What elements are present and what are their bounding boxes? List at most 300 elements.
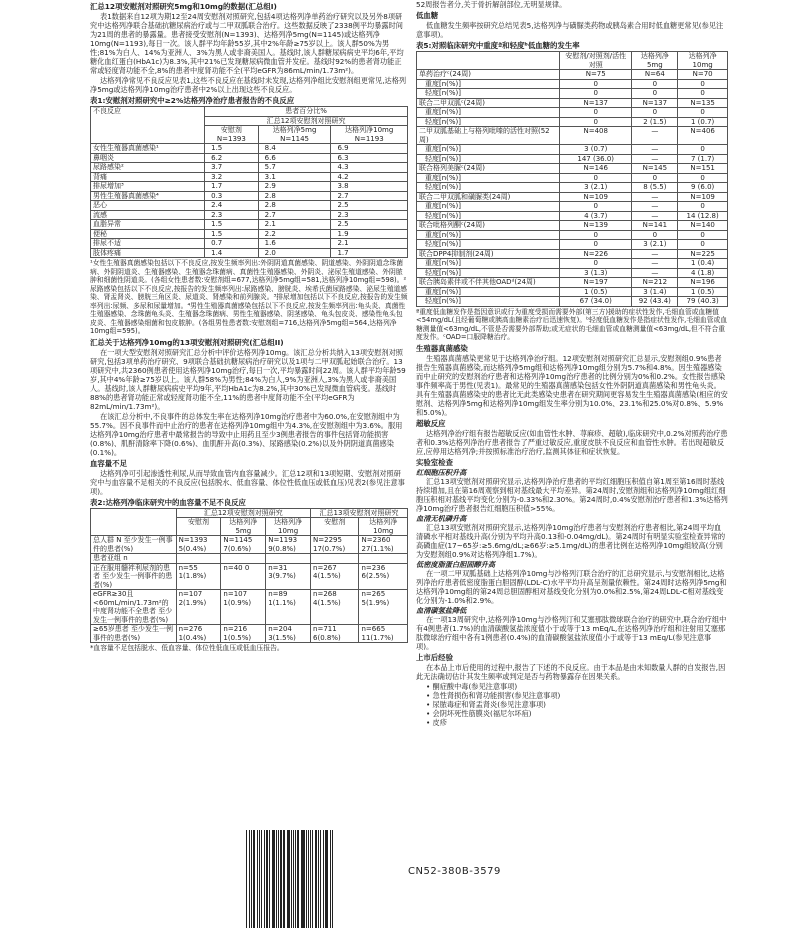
t3-row-label: 重度[n(%)] (417, 202, 560, 212)
t1-row (91, 153, 408, 163)
t3-row (417, 164, 728, 174)
t3-row (417, 259, 728, 269)
barcode-bar (318, 830, 319, 928)
t2-cell: n=711 6(0.8%) (311, 625, 359, 643)
t2-cell (311, 554, 359, 564)
t3-cell: 3 (2.1) (560, 183, 632, 193)
t1-row-label: 女性生殖器真菌感染¹ (91, 144, 205, 154)
t3-cell: 1 (0.7) (678, 117, 728, 127)
t3-row-label: 重度[n(%)] (417, 173, 560, 183)
t3-row-label: 重度[n(%)] (417, 145, 560, 155)
t1-row (91, 191, 408, 201)
phosphorus-paragraph: 汇总13项安慰剂对照研究显示,达格列净10mg治疗患者与安慰剂治疗患者相比,第24周平均血清磷水平相对基线升高(分别为平均升高0.13和-0.04mg/dL)。第24周时有明显实验室检查异常的高磷血症(17~65岁:≥5.6mg/dL;≥66岁:≥5.1mg/dL)的患者比例在达格列净10mg组较高(分别为安慰剂组0.9%对达格列净组1.7%)。 (416, 522, 726, 559)
t3-row-label: 重度[n(%)] (417, 259, 560, 269)
fracture-line: 52周报告者分,关于骨折解剖部位,无明显规律。 (416, 0, 567, 9)
t1-row (91, 182, 408, 192)
t3-cell: 0 (632, 230, 678, 240)
hematocrit-paragraph: 汇总13项安慰剂对照研究显示,达格列净治疗患者的平均红细胞压积值自第1周至第16周时基线持续增加,且在第16周观察到相对基线最大平均差异。第24周时,安慰剂组和达格列净10mg组红细胞压积相对基线平均变化分别为-0.33%和2.30%。第24周时,0.4%安慰剂治疗患者和1.3%达格列净10mg治疗患者报告红细胞压积值>55%。 (416, 476, 728, 513)
postmarketing-item (416, 709, 728, 718)
hypersensitivity-paragraph: 达格列净治疗组有报告超敏反应(如血管性水肿、荨麻疹、超敏),临床研究中,0.2%对照药治疗患者和0.3%达格列净治疗患者报告了严重过敏反应,重度皮肤不良反应和血管性水肿。若出现超敏反应,应停用达格列净;并按照标准治疗治疗,监测其体征和症状恢复。 (416, 428, 728, 456)
t3-cell: 0 (560, 202, 632, 212)
t3-cell: 0 (560, 230, 632, 240)
t2-cell: n=276 1(0.4%) (176, 625, 221, 643)
t1-cell: 1.7 (331, 248, 408, 258)
t3-cell: N=109 (560, 192, 632, 202)
t2-row-label: 正在服用髓袢利尿剂的患者 至少发生一例事件的患者(%) (91, 563, 177, 590)
barcode-bar (257, 830, 258, 928)
t1-col-pct: 患者百分比% (205, 107, 408, 117)
pooled-12-heading: 汇总12项安慰剂对照研究5mg和10mg的数据(汇总组I) (90, 2, 277, 11)
t3-cell: N=135 (678, 98, 728, 108)
t3-cell: 0 (632, 89, 678, 99)
t3-cell: 0 (678, 230, 728, 240)
barcode-bar (253, 830, 255, 928)
t3-cell: N=109 (678, 192, 728, 202)
t2-cell: N=1145 7(0.6%) (221, 536, 266, 554)
postmarketing-item (416, 700, 728, 709)
barcode-bar (330, 830, 331, 928)
t3-cell: 0 (678, 173, 728, 183)
barcode-bar (276, 830, 277, 928)
barcode-bar (288, 830, 289, 928)
barcode-bar (249, 830, 250, 928)
t3-row-label: 轻度[n(%)] (417, 240, 560, 250)
t1-row (91, 248, 408, 258)
t3-row-label: 联合吡格列酮ᶜ(24周) (417, 221, 560, 231)
document-code: CN52-380B-3579 (408, 866, 501, 877)
barcode-bar (301, 830, 302, 928)
adverse-reaction-intro: 达格列净常见不良反应见表1,这些不良反应在基线时未发现,达格列净组比安慰剂组更常见,达格列净5mg或达格列净10mg治疗患者中2%以上出现这些不良反应。 (90, 76, 407, 94)
hypoglycemia-heading: 低血糖 (416, 11, 439, 20)
t2-cell: N=1193 9(0.8%) (266, 536, 311, 554)
t3-cell: N=225 (678, 249, 728, 259)
t2-row (91, 625, 408, 643)
t3-row (417, 89, 728, 99)
t3-cell: 4 (3.7) (560, 211, 632, 221)
postmarketing-item (416, 718, 728, 727)
t3-cell: 1 (0.5) (560, 287, 632, 297)
hypoglycemia-paragraph: 低血糖发生频率按研究总结见表5,达格列净与磺脲类药物或胰岛素合用时低血糖更常见(参见注意事项)。 (416, 21, 724, 39)
t1-row (91, 201, 408, 211)
t1-cell: 3.8 (331, 182, 408, 192)
t3-cell: 79 (40.3) (678, 297, 728, 307)
t1-cell: 1.6 (258, 239, 331, 249)
t3-row-label: 单药治疗ᶜ(24周) (417, 70, 560, 80)
table1-footnote: ¹女性生殖器真菌感染包括以下不良反应,按发生频率列出:外阴阴道真菌感染、阴道感染、外阴阴道念珠菌病、外阴阴道炎、生殖器感染、生殖器念珠菌病、真菌性生殖器感染、外阴炎、泌尿生殖道感染、外阴脓肿和细菌性阴道炎。(各组女性患者数:安慰剂组=677,达格列净5mg组=581,达格列净10mg组=598)。²尿路感染包括以下不良反应,按报告的发生频率列出:尿路感染、膀胱炎、埃希氏菌尿路感染、泌尿生殖道感染、肾盂肾炎、膀胱三角区炎、尿道炎、肾感染和前列腺炎。³排尿增加包括以下不良反应,按报告的发生频率列出:尿频、多尿和尿量增加。⁴男性生殖器真菌感染包括以下不良反应,按发生频率列出:龟头炎、真菌性生殖器感染、念珠菌龟头炎、生殖器念珠菌病、男性生殖器感染、阴茎感染、龟头包皮炎、感染性龟头包皮炎、生殖器感染细菌和包皮脓肿。(各组男性患者数:安慰剂组=716,达格列净5mg组=564,达格列净10mg组=595)。 (90, 259, 408, 335)
t3-row (417, 154, 728, 164)
t2-cell: n=267 4(1.5%) (311, 563, 359, 590)
t3-row (417, 249, 728, 259)
ldl-heading: 低密度脂蛋白胆固醇升高 (416, 559, 496, 569)
t3-cell: N=141 (632, 221, 678, 231)
barcode-bar (312, 830, 313, 928)
postmarketing-heading: 上市后经验 (416, 652, 453, 662)
t3-cell: 3 (1.3) (560, 268, 632, 278)
postmarketing-item-text: 急性肾损伤和肾功能损害(参见注意事项) (432, 690, 561, 700)
t3-row (417, 127, 728, 145)
t1-row (91, 172, 408, 182)
barcode-bar (259, 830, 260, 928)
t3-row-label: 轻度[n(%)] (417, 268, 560, 278)
t1-row-label: 肢体疼痛 (91, 248, 205, 258)
t3-row-label: 轻度[n(%)] (417, 117, 560, 127)
pooled-13-paragraph: 在一项大型安慰剂对照研究汇总分析中评价达格列净10mg。该汇总分析共纳入13项安慰剂对照研究,包括3项单药治疗研究、9项联合基础抗糖尿病治疗研究以及1项与二甲双胍起始联合治疗。13项研究中,共2360例患者使用达格列净10mg治疗,每日一次,平均暴露时间22周。该人群平均年龄59岁,其中4%年龄≥75岁以上。该人群58%为男性;84%为白人,9%为亚洲人,3%为黑人或非裔美国人。基线时,该人群糖尿病病史平均9年,平均HbA1c为8.2%,其中30%已发现微血管病变。基线时88%的患者肾功能正常或轻度肾功能不全,11%的患者中度肾功能不全(平均eGFR为82mL/min/1.73m²)。 (90, 347, 406, 411)
volume-depletion-paragraph: 达格列净可引起渗透性利尿,从而导致血管内血容量减少。汇总12项和13项短期、安慰剂对照研究中与血容量不足相关的不良反应(包括脱水、低血容量、体位性低血压或低血压)见表2(参见注意事项)。 (90, 468, 405, 496)
t1-cell: 0.7 (205, 239, 259, 249)
postmarketing-paragraph: 在本品上市后使用的过程中,报告了下述的不良反应。由于本品是由未知数量人群的自发报告,因此无法确切估计其发生频率或判定是否与药物暴露存在因果关系。 (416, 662, 726, 681)
pooled-12-paragraph: 表1数据来自12项为期12至24周安慰剂对照研究,包括4项达格列净单药治疗研究以及另外8项研究中达格列净联合基础抗糖尿病治疗或与二甲双胍联合治疗。这些数据反映了2338例平均暴露时间为21周的患者的暴露量。患者接受安慰剂(N=1393)、达格列净5mg(N=1145)或达格列净10mg(N=1193),每日一次。该人群平均年龄55岁,其中2%年龄≥75岁以上。该人群50%为男性;81%为白人、14%为亚洲人、3%为黑人或非裔美国人。基线时,该人群糖尿病病史平均6年,平均糖化血红蛋白(HbA1c)为8.3%,其中21%已发现糖尿病微血管并发症。基线时92%的患者肾功能正常或轻度肾功能不全,8%的患者中度肾功能不全(平均eGFR为86mL/min/1.73m²)。 (90, 12, 404, 75)
t1-cell: 8.4 (258, 144, 331, 154)
t1-cell: 6.6 (258, 153, 331, 163)
t1-cell: 2.4 (205, 201, 259, 211)
t2-cell: N=1393 5(0.4%) (176, 536, 221, 554)
t2-row-label: eGFR≥30且<60mL/min/1.73m²的中度肾功能不全患者 至少发生一例事件的患者(%) (91, 590, 177, 625)
t3-row-label: 联合二甲双胍ᶜ(24周) (417, 98, 560, 108)
t3-cell: 0 (632, 79, 678, 89)
t3-row-label: 重度[n(%)] (417, 108, 560, 118)
t2-group-12: 汇总12项安慰剂对照研究 (176, 508, 310, 518)
t2-cell: n=40 0 (221, 563, 266, 590)
t3-row-label: 轻度[n(%)] (417, 183, 560, 193)
t1-cell: 2.8 (258, 201, 331, 211)
t2-cell (176, 554, 221, 564)
barcode-bar (283, 830, 285, 928)
postmarketing-item (416, 691, 728, 700)
table1-adverse-reactions (90, 106, 408, 258)
t1-cell: 2.7 (258, 210, 331, 220)
t3-cell: N=70 (678, 70, 728, 80)
t3-row-label: 二甲双胍基础上与格列吡嗪的活性对照(52周) (417, 127, 560, 145)
t3-row (417, 108, 728, 118)
t2-cell: n=204 3(1.5%) (266, 625, 311, 643)
t1-row (91, 163, 408, 173)
t3-cell: N=64 (632, 70, 678, 80)
t3-row (417, 230, 728, 240)
t3-cell: N=140 (678, 221, 728, 231)
barcode-bar (273, 830, 274, 928)
t3-col-10mg: 达格列净10mg (678, 52, 728, 70)
t3-cell: 3 (2.1) (632, 240, 678, 250)
t1-row-label: 尿路感染² (91, 163, 205, 173)
t1-cell: 2.2 (258, 229, 331, 239)
bullet-icon: • (426, 690, 433, 700)
t3-row-label: 联合胰岛素伴或不伴其他OADᵈ(24周) (417, 278, 560, 288)
t3-row (417, 297, 728, 307)
t3-cell: 3 (0.7) (560, 145, 632, 155)
t3-row (417, 240, 728, 250)
bicarbonate-heading: 血清碳氢盐降低 (416, 605, 467, 615)
t3-cell: 14 (12.8) (678, 211, 728, 221)
table2-volume-depletion (90, 508, 408, 644)
t1-row-label: 鼻咽炎 (91, 153, 205, 163)
t2-col-10mg-13: 达格列净10mg (359, 518, 408, 536)
barcode-bar (246, 830, 247, 928)
t3-row-label: 轻度[n(%)] (417, 89, 560, 99)
table1-title: 表1:安慰剂对照研究中≥2%达格列净治疗患者报告的不良反应 (90, 96, 295, 105)
t3-cell: 0 (560, 108, 632, 118)
t3-cell: 3 (1.4) (632, 287, 678, 297)
t1-cell: 2.8 (258, 191, 331, 201)
t2-cell (359, 554, 408, 564)
t3-cell: 0 (560, 89, 632, 99)
t3-row (417, 117, 728, 127)
t3-cell: N=197 (560, 278, 632, 288)
t1-row (91, 144, 408, 154)
t2-cell: n=107 1(0.9%) (221, 590, 266, 625)
t1-cell: 3.7 (205, 163, 259, 173)
barcode-bar (251, 830, 252, 928)
t1-cell: 2.5 (331, 201, 408, 211)
t1-cell: 2.1 (331, 239, 408, 249)
t3-row-label: 轻度[n(%)] (417, 211, 560, 221)
table3-hypoglycemia (416, 51, 728, 307)
t3-row (417, 98, 728, 108)
bullet-icon: • (426, 699, 433, 709)
ldl-paragraph: 在一项二甲双胍基础上达格列净10mg与沙格列汀联合治疗的汇总研究显示,与安慰剂相比,达格列净治疗患者低密度脂蛋白胆固醇(LDL-C)水平平均升高呈剂量依赖性。第24周时达格列净5mg和达格列净10mg组的第24周总胆固醇相对基线变化分别为0.0%和2.5%,第24周LDL-C相对基线变化分别为-1.0%和2.9%。 (416, 568, 727, 605)
t3-row-label: 轻度[n(%)] (417, 154, 560, 164)
t3-cell: 147 (36.0) (560, 154, 632, 164)
t2-cell: n=107 2(1.9%) (176, 590, 221, 625)
t3-col-5mg: 达格列净5mg (632, 52, 678, 70)
t1-row (91, 229, 408, 239)
t3-cell: — (632, 145, 678, 155)
t3-cell: N=146 (560, 164, 632, 174)
bicarbonate-paragraph: 在一项13周研究中,达格列净10mg与沙格列汀和艾塞那肽微球联合治疗的研究中,联合治疗组中有4例患者(1.7%)的血清碳酸氢盐浓度值小于或等于13 mEq/L,在达格列净治疗组和注射用艾塞那肽微球治疗组中各有1例患者(0.4%)的血清碳酸氢盐浓度值小于或等于13 mEq/L(参见注意事项)。 (416, 614, 727, 651)
barcode-bar (261, 830, 262, 928)
barcode-bar (266, 830, 268, 928)
t3-cell: 67 (34.0) (560, 297, 632, 307)
t1-cell: 2.9 (258, 182, 331, 192)
postmarketing-item-text: 尿脓毒症和肾盂肾炎(参见注意事项) (432, 699, 546, 709)
t3-cell: — (632, 249, 678, 259)
barcode-bar (280, 830, 281, 928)
t3-col-placebo: 安慰剂/对照剂/活性对照 (560, 52, 632, 70)
t3-row (417, 79, 728, 89)
t3-row (417, 268, 728, 278)
t3-row-label: 重度[n(%)] (417, 230, 560, 240)
t3-row (417, 70, 728, 80)
bullet-icon: • (426, 717, 433, 727)
t1-cell: 3.1 (258, 172, 331, 182)
t2-cell: n=665 11(1.7%) (359, 625, 408, 643)
t1-row-label: 排尿增加³ (91, 182, 205, 192)
t3-cell: 0 (560, 173, 632, 183)
barcode-image (246, 830, 334, 928)
t2-cell: n=216 1(0.5%) (221, 625, 266, 643)
t2-col-placebo-13: 安慰剂 (311, 518, 359, 536)
postmarketing-item-text: 会阴坏死性筋膜炎(福尼尔坏疽) (432, 708, 532, 718)
t3-cell: 0 (632, 108, 678, 118)
genital-infection-heading: 生殖器真菌感染 (416, 343, 468, 353)
t1-row-label: 便秘 (91, 229, 205, 239)
t1-cell: 1.5 (205, 220, 259, 230)
t3-cell: N=139 (560, 221, 632, 231)
t3-cell: 0 (678, 108, 728, 118)
t3-cell: N=145 (632, 164, 678, 174)
t1-cell: 4.2 (331, 172, 408, 182)
t2-cell (266, 554, 311, 564)
t2-cell: N=2295 17(0.7%) (311, 536, 359, 554)
t3-row (417, 192, 728, 202)
t2-cell: n=31 3(9.7%) (266, 563, 311, 590)
t1-cell: 6.3 (331, 153, 408, 163)
t3-cell: 8 (5.5) (632, 183, 678, 193)
postmarketing-item-text: 酮症酸中毒(参见注意事项) (432, 681, 518, 691)
barcode-bar (306, 830, 307, 928)
t1-cell: 6.9 (331, 144, 408, 154)
t3-row (417, 183, 728, 193)
barcode-bar (295, 830, 296, 928)
t3-cell: 0 (678, 240, 728, 250)
lab-heading: 实验室检查 (416, 457, 453, 467)
t1-cell: 2.7 (331, 191, 408, 201)
t3-cell: N=406 (678, 127, 728, 145)
t3-cell: N=408 (560, 127, 632, 145)
postmarketing-item-text: 皮疹 (432, 717, 447, 727)
t1-cell: 3.2 (205, 172, 259, 182)
postmarketing-list (416, 682, 728, 727)
t2-row (91, 536, 408, 554)
barcode-bar (272, 830, 273, 928)
t2-col-10mg: 达格列净10mg (266, 518, 311, 536)
t3-row (417, 278, 728, 288)
barcode-bar (320, 830, 321, 928)
t1-cell: 1.5 (205, 144, 259, 154)
t1-row (91, 220, 408, 230)
t1-col-placebo: 安慰剂 N=1393 (205, 126, 259, 144)
t1-row (91, 239, 408, 249)
t3-cell: — (632, 202, 678, 212)
t1-cell: 2.0 (258, 248, 331, 258)
leaflet-page (90, 0, 728, 939)
t3-row (417, 202, 728, 212)
t2-col-placebo: 安慰剂 (176, 518, 221, 536)
barcode-bar (308, 830, 309, 928)
t3-cell: 0 (560, 117, 632, 127)
t3-cell: 7 (1.7) (678, 154, 728, 164)
t2-group-13: 汇总13项安慰剂对照研究 (311, 508, 408, 518)
t2-row-label: ≥65岁患者 至少发生一例事件的患者(%) (91, 625, 177, 643)
table3-footnote: ª重度低血糖发作是指因意识或行为重度受损而需要外部(第三方)援助的症状性发作,毛细血管或血糖值<54mg/dL(且经葡萄糖或胰高血糖素治疗后迅速恢复)。ᵇ轻度低血糖发作是指症状性发作,毛细血管或血糖测量值<63mg/dL,不管是否需要外部帮助;或无症状的毛细血管或血糖测量值<63mg/dL,但不符合重度发作。ᶜOAD=口服降糖治疗。 (416, 307, 728, 341)
t3-cell: N=226 (560, 249, 632, 259)
t3-cell: 1 (0.4) (678, 259, 728, 269)
t1-row-label: 男性生殖器真菌感染⁴ (91, 191, 205, 201)
t2-row (91, 563, 408, 590)
t1-cell: 6.2 (205, 153, 259, 163)
t3-row-label: 轻度[n(%)] (417, 297, 560, 307)
t2-cell: N=2360 27(1.1%) (359, 536, 408, 554)
t3-cell: 9 (6.0) (678, 183, 728, 193)
t3-cell: — (632, 259, 678, 269)
barcode-bar (278, 830, 279, 928)
t3-cell: 0 (678, 145, 728, 155)
t3-cell: — (632, 268, 678, 278)
volume-depletion-heading: 血容量不足 (90, 458, 127, 468)
t2-row-label: 患者亚组 n (91, 554, 177, 564)
t1-cell: 1.5 (205, 229, 259, 239)
barcode-bar (287, 830, 288, 928)
ae-incidence-paragraph: 在该汇总分析中,不良事件的总体发生率在达格列净10mg治疗患者中为60.0%,在安慰剂组中为55.7%。因不良事件而中止治疗的患者在达格列净10mg组中为4.3%,在安慰剂组中为3.6%。服用达格列净10mg治疗患者中最常报告的导致中止用药且至少3例患者报告的事件包括肾功能损害(0.8%)、肌酐清除率下降(0.6%)、血肌酐升高(0.3%)、尿路感染(0.2%)以及外阴阴道真菌感染(0.1%)。 (90, 411, 403, 457)
t1-cell: 1.9 (331, 229, 408, 239)
barcode-bar (323, 830, 324, 928)
t3-row-label: 重度[n(%)] (417, 287, 560, 297)
t1-cell: 5.7 (258, 163, 331, 173)
t3-row (417, 145, 728, 155)
genital-infection-paragraph: 生殖器真菌感染更常见于达格列净治疗组。12项安慰剂对照研究汇总显示,安慰剂组0.9%患者报告生殖器真菌感染,而达格列净5mg组和达格列净10mg组分别为5.7%和4.8%。因生殖器感染而中止研究的安慰剂治疗患者和达格列净10mg治疗患者的比例分别为0%和0.2%。女性报告感染事件频率高于男性(见表1)。最常见的生殖器真菌感染包括女性外阴阴道真菌感染和男性龟头炎。具有生殖器真菌感染史的患者比无此类感染史患者在研究期间更容易发生生殖器真菌感染(相应的安慰剂、达格列净5mg和达格列净10mg组发生率分别为10.0%、23.1%和25.0%对0.8%、5.9%和5.0%)。 (416, 353, 728, 417)
barcode-bar (302, 830, 304, 928)
t3-cell: — (632, 192, 678, 202)
t3-cell: 4 (1.8) (678, 268, 728, 278)
t2-row (91, 590, 408, 625)
t3-cell: N=137 (632, 98, 678, 108)
t2-cell: n=268 4(1.5%) (311, 590, 359, 625)
t1-cell: 4.3 (331, 163, 408, 173)
t3-row-label: 联合DPP4抑制剂(24周) (417, 249, 560, 259)
t1-cell: 0.3 (205, 191, 259, 201)
t3-row (417, 287, 728, 297)
barcode-bar (325, 830, 326, 928)
t3-cell: — (632, 127, 678, 145)
t2-cell: n=265 5(1.9%) (359, 590, 408, 625)
t1-col-10mg: 达格列净10mg N=1193 (331, 126, 408, 144)
t2-row-label: 总人群 N 至少发生一例事件的患者(%) (91, 536, 177, 554)
t3-cell: N=137 (560, 98, 632, 108)
t1-col-ae: 不良反应 (91, 107, 205, 144)
table2-footnote: *血容量不足包括脱水、低血容量、体位性低血压或低血压报告。 (90, 644, 284, 652)
t1-row (91, 210, 408, 220)
t1-row-label: 排尿不适 (91, 239, 205, 249)
barcode-bar (297, 830, 298, 928)
t1-cell: 1.7 (205, 182, 259, 192)
barcode-bar (310, 830, 311, 928)
t1-cell: 2.3 (205, 210, 259, 220)
t3-cell: 0 (560, 240, 632, 250)
t3-cell: — (632, 154, 678, 164)
t3-cell: N=212 (632, 278, 678, 288)
t3-cell: 0 (678, 79, 728, 89)
t2-cell: n=236 6(2.5%) (359, 563, 408, 590)
t2-col-5mg: 达格列净5mg (221, 518, 266, 536)
t1-row-label: 血脂异常 (91, 220, 205, 230)
hematocrit-heading: 红细胞压积升高 (416, 467, 467, 477)
barcode-bar (269, 830, 270, 928)
t2-row (91, 554, 408, 564)
t3-cell: 0 (560, 259, 632, 269)
t3-row-label: 联合二甲双胍和磺脲类(24周) (417, 192, 560, 202)
barcode-bar (264, 830, 265, 928)
t3-cell: N=196 (678, 278, 728, 288)
t1-row-label: 恶心 (91, 201, 205, 211)
postmarketing-item (416, 682, 728, 691)
barcode-bar (315, 830, 317, 928)
barcode-bar (332, 830, 333, 928)
barcode-bar (293, 830, 294, 928)
left-column (90, 0, 408, 654)
t3-row-label: 重度[n(%)] (417, 79, 560, 89)
bullet-icon: • (426, 681, 433, 691)
t2-cell: n=55 1(1.8%) (176, 563, 221, 590)
t1-cell: 2.5 (331, 220, 408, 230)
barcode-bar (291, 830, 292, 928)
t1-cell: 2.1 (258, 220, 331, 230)
t3-cell: 92 (43.4) (632, 297, 678, 307)
t3-row-label: 联合格列美脲ᶜ(24周) (417, 164, 560, 174)
t1-row-label: 流感 (91, 210, 205, 220)
hypersensitivity-heading: 超敏反应 (416, 418, 446, 428)
t3-cell: — (632, 211, 678, 221)
t2-cell: n=89 1(1.1%) (266, 590, 311, 625)
t3-cell: N=151 (678, 164, 728, 174)
